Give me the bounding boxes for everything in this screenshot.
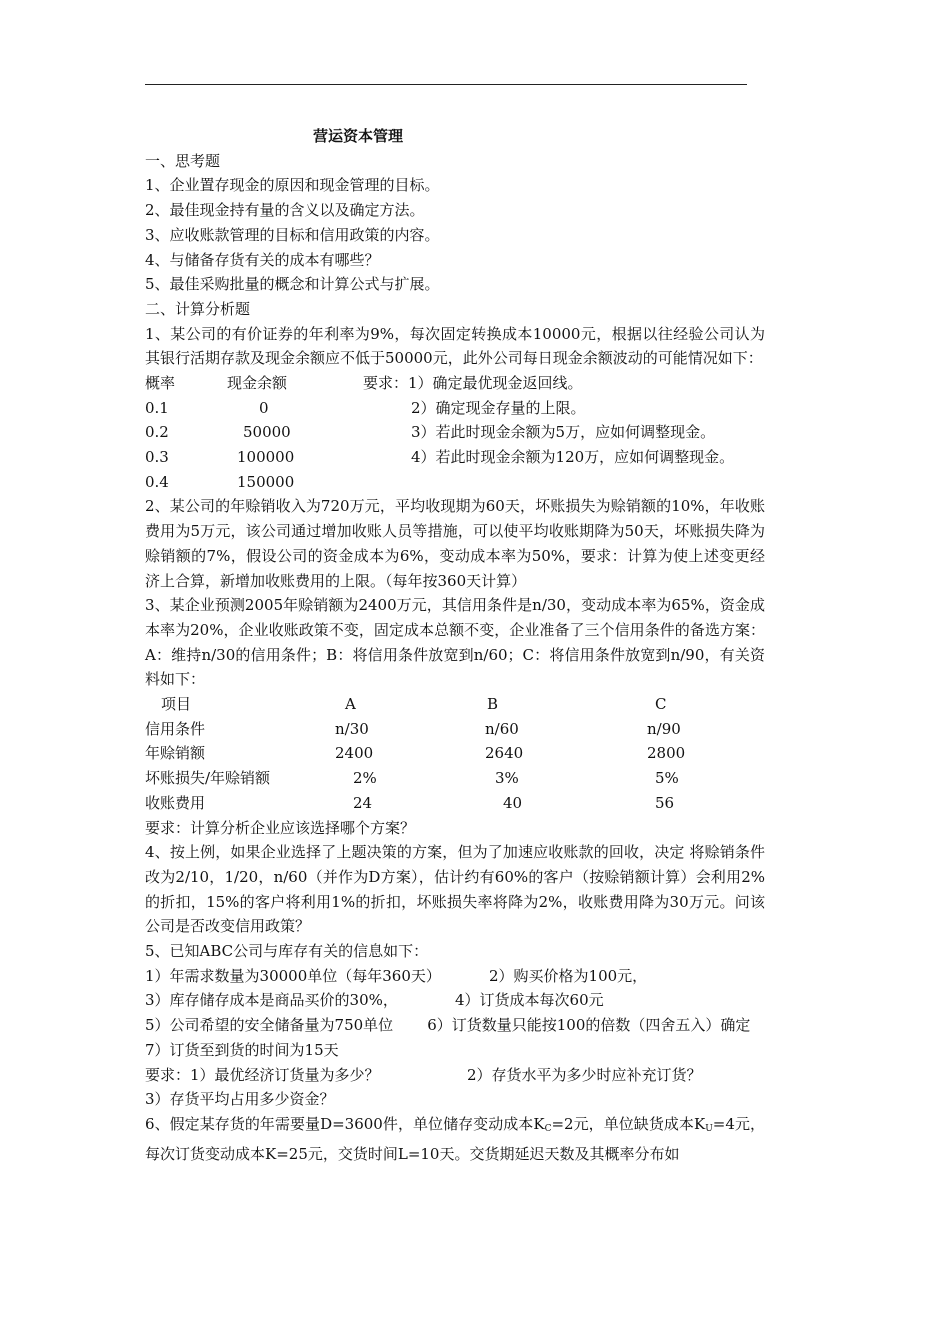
q5-item: 5）公司希望的安全储备量为750单位 (145, 1016, 394, 1035)
q5-item: 2）购买价格为100元， (489, 966, 648, 985)
q1-table-row (145, 470, 765, 495)
q3-cell: 信用条件 (145, 719, 206, 738)
q3-table-header (145, 692, 765, 717)
q3-table-row (145, 717, 765, 742)
q6-part: 6、假定某存货的年需要量D=3600件，单位储存变动成本K (145, 1114, 545, 1133)
q3-cell: 收账费用 (145, 793, 206, 812)
q3-cell: 24 (353, 793, 373, 812)
q3-header-item: 项目 (161, 695, 192, 714)
q3-header-a: A (345, 695, 356, 714)
q1-requirement: 2）确定现金存量的上限。 (411, 398, 586, 417)
q3-cell: 2400 (335, 744, 374, 763)
question-5-intro: 5、已知ABC公司与库存有关的信息如下： (145, 942, 429, 961)
q3-cell: 坏账损失/年赊销额 (145, 769, 271, 788)
q1-cell: 0 (259, 398, 269, 417)
q5-line (145, 988, 765, 1013)
q5-item: 1）年需求数量为30000单位（每年360天） (145, 966, 441, 985)
q1-requirement-1: 要求：1）确定最优现金返回线。 (363, 374, 583, 393)
q5-item: 3）库存储存成本是商品买价的30%， (145, 991, 398, 1010)
q3-cell: 2800 (647, 744, 686, 763)
q1-cell: 0.1 (145, 398, 169, 417)
page-title: 营运资本管理 (313, 127, 404, 145)
q3-cell: n/60 (485, 719, 519, 738)
question-2-text: 2、某公司的年赊销收入为720万元，平均收现期为60天，坏账损失为赊销额的10%，年收账费用为5万元，该公司通过增加收账人员等措施，可以使平均收账期降为50天，坏账损失降为赊销额的7%，假设公司的资金成本为6%，变动成本率为50%，要求：计算为使上述变更经济上合算，新增加收账费用的上限。（每年按360天计算） (145, 497, 765, 590)
q5-item: 6）订货数量只能按100的倍数（四舍五入）确定 (427, 1016, 751, 1035)
section-heading-1: 一、思考题 (145, 151, 221, 170)
q1-table-row (145, 445, 765, 470)
question-4-text: 4、按上例，如果企业选择了上题决策的方案，但为了加速应收账款的回收，决定 将赊销条件改为2/10，1/20，n/60（并作为D方案），估计约有60%的客户（按赊销额计算）会利用2%的折扣，15%的客户将利用1%的折扣，坏账损失率将降为2%，收账费用降为30万元。问该公司是否改变信用政策？ (145, 843, 765, 936)
q3-table-row (145, 766, 765, 791)
q1-cell: 0.4 (145, 472, 169, 491)
q1-table-row (145, 420, 765, 445)
q1-table-header (145, 371, 765, 396)
section-heading-2: 二、计算分析题 (145, 299, 251, 318)
q5-item: 7）订货至到货的时间为15天 (145, 1040, 339, 1059)
q1-requirement: 4）若此时现金余额为120万，应如何调整现金。 (411, 448, 735, 467)
q1-header-probability: 概率 (145, 374, 176, 393)
document-page (145, 124, 765, 1166)
q3-cell: n/90 (647, 719, 681, 738)
question-item: 1、企业置存现金的原因和现金管理的目标。 (145, 176, 440, 195)
q6-subscript: C (544, 1123, 552, 1134)
q5-line (145, 1013, 765, 1038)
q5-line (145, 964, 765, 989)
question-1-text: 1、某公司的有价证券的年利率为9%，每次固定转换成本10000元，根据以往经验公司认为其银行活期存款及现金余额应不低于50000元，此外公司每日现金余额波动的可能情况如下： (145, 324, 765, 368)
q3-header-c: C (655, 695, 667, 714)
q3-table-row (145, 741, 765, 766)
q3-header-b: B (487, 695, 499, 714)
q3-table-row (145, 791, 765, 816)
q3-cell: 3% (495, 769, 519, 788)
q1-cell: 0.3 (145, 448, 169, 467)
question-item: 2、最佳现金持有量的含义以及确定方法。 (145, 201, 425, 220)
q1-cell: 150000 (237, 472, 295, 491)
q3-cell: 40 (503, 793, 523, 812)
question-item: 3、应收账款管理的目标和信用政策的内容。 (145, 225, 440, 244)
question-item: 4、与储备存货有关的成本有哪些？ (145, 250, 380, 269)
q6-subscript: U (705, 1123, 713, 1134)
q1-table-row (145, 396, 765, 421)
q1-requirement: 3）若此时现金余额为5万，应如何调整现金。 (411, 423, 716, 442)
q6-part: =4元，每次订货变动成本K=25元，交货时间L=10天。交货期延迟天数及其概率分布如 (145, 1114, 765, 1163)
header-rule (145, 84, 747, 85)
q3-cell: 2640 (485, 744, 524, 763)
q3-cell: 年赊销额 (145, 744, 206, 763)
q6-part: =2元，单位缺货成本K (551, 1114, 706, 1133)
q1-header-cash: 现金余额 (227, 374, 288, 393)
q3-cell: n/30 (335, 719, 369, 738)
q1-cell: 100000 (237, 448, 295, 467)
q1-cell: 0.2 (145, 423, 169, 442)
question-3-text: 3、某企业预测2005年赊销额为2400万元，其信用条件是n/30，变动成本率为65%，资金成本率为20%，企业收账政策不变，固定成本总额不变，企业准备了三个信用条件的备选方案：A：维持n/30的信用条件；B：将信用条件放宽到n/60；C：将信用条件放宽到n/90，有关资料如下： (145, 596, 765, 689)
q5-requirement: 要求：1）最优经济订货量为多少？ (145, 1065, 380, 1084)
q3-cell: 2% (353, 769, 377, 788)
question-3-requirement: 要求：计算分析企业应该选择哪个方案？ (145, 818, 416, 837)
question-6-text (145, 1112, 765, 1166)
q5-requirement: 3）存货平均占用多少资金？ (145, 1090, 335, 1109)
q5-requirements (145, 1063, 765, 1088)
q3-cell: 56 (655, 793, 675, 812)
q1-cell: 50000 (243, 423, 291, 442)
q3-cell: 5% (655, 769, 679, 788)
question-item: 5、最佳采购批量的概念和计算公式与扩展。 (145, 275, 440, 294)
q5-item: 4）订货成本每次60元 (455, 991, 604, 1010)
q5-requirement: 2）存货水平为多少时应补充订货？ (467, 1065, 702, 1084)
